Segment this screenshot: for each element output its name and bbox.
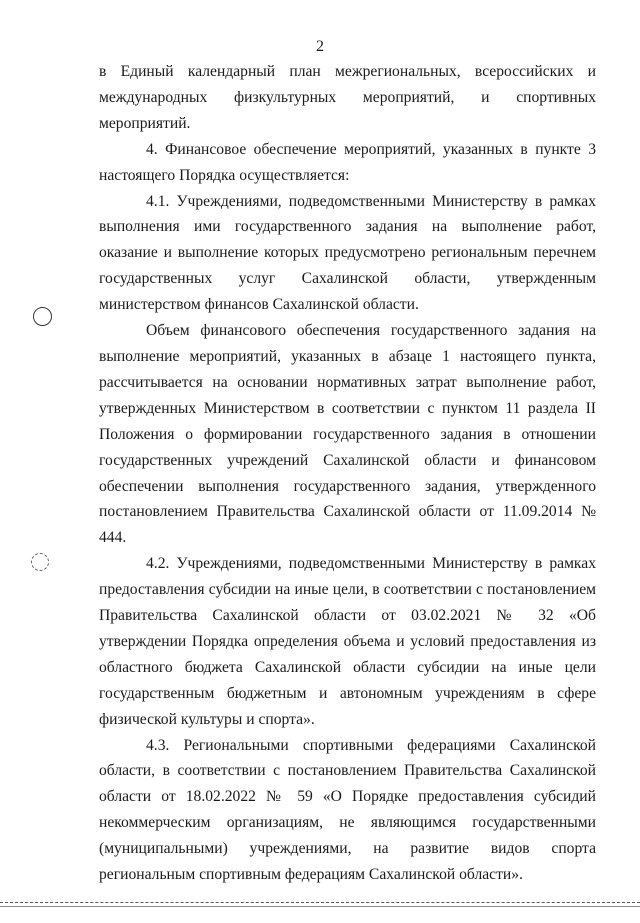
document-body	[99, 59, 596, 888]
page-number: 2	[316, 38, 324, 55]
paragraph-item-4-3: 4.3. Региональными спортивными федерациями Сахалинской области, в соответствии с постановлением Правительства Сахалинской области от 18.02.2022 № 59 «О Порядке предоставления субсидий некоммерческим организациям, не являющимся государственными (муниципальными) учреждениями, на развитие видов спорта региональным спортивным федерациям Сахалинской области».	[99, 736, 596, 884]
paragraph-continuation: в Единый календарный план межрегиональных, всероссийских и международных физкультурных мероприятий, и спортивных мероприятий.	[99, 63, 596, 132]
scan-edge-line	[0, 902, 640, 903]
paragraph-item-4-2: 4.2. Учреждениями, подведомственными Министерству в рамках предоставления субсидии на иные цели, в соответствии с постановлением Правительства Сахалинской области от 03.02.2021 № 32 «Об утверждении Порядка определения объема и условий предоставления из областного бюджета Сахалинской области субсидии на иные цели государственным бюджетным и автономным учреждениям в сфере физической культуры и спорта».	[99, 555, 596, 728]
paragraph-item-4-1: 4.1. Учреждениями, подведомственными Министерству в рамках выполнения ими государственного задания на выполнение работ, оказание и выполнение которых предусмотрено региональным перечнем государственных услуг Сахалинской области, утвержденным министерством финансов Сахалинской области.	[99, 192, 596, 314]
scan-edge-line-lower	[0, 906, 640, 907]
hole-punch-mark-faint	[31, 553, 49, 571]
paragraph-funding-volume: Объем финансового обеспечения государственного задания на выполнение мероприятий, указанных в абзаце 1 настоящего пункта, рассчитывается на основании нормативных затрат выполнение работ, утвержденных Министерством в соответствии с пунктом 11 раздела II Положения о формировании государственного задания в отношении государственных учреждений Сахалинской области и финансовом обеспечении выполнения государственного задания, утвержденного постановлением Правительства Сахалинской области от 11.09.2014 № 444.	[99, 322, 596, 547]
paragraph-item-4: 4. Финансовое обеспечение мероприятий, указанных в пункте 3 настоящего Порядка осуществляется:	[99, 140, 596, 184]
hole-punch-mark	[33, 307, 52, 326]
